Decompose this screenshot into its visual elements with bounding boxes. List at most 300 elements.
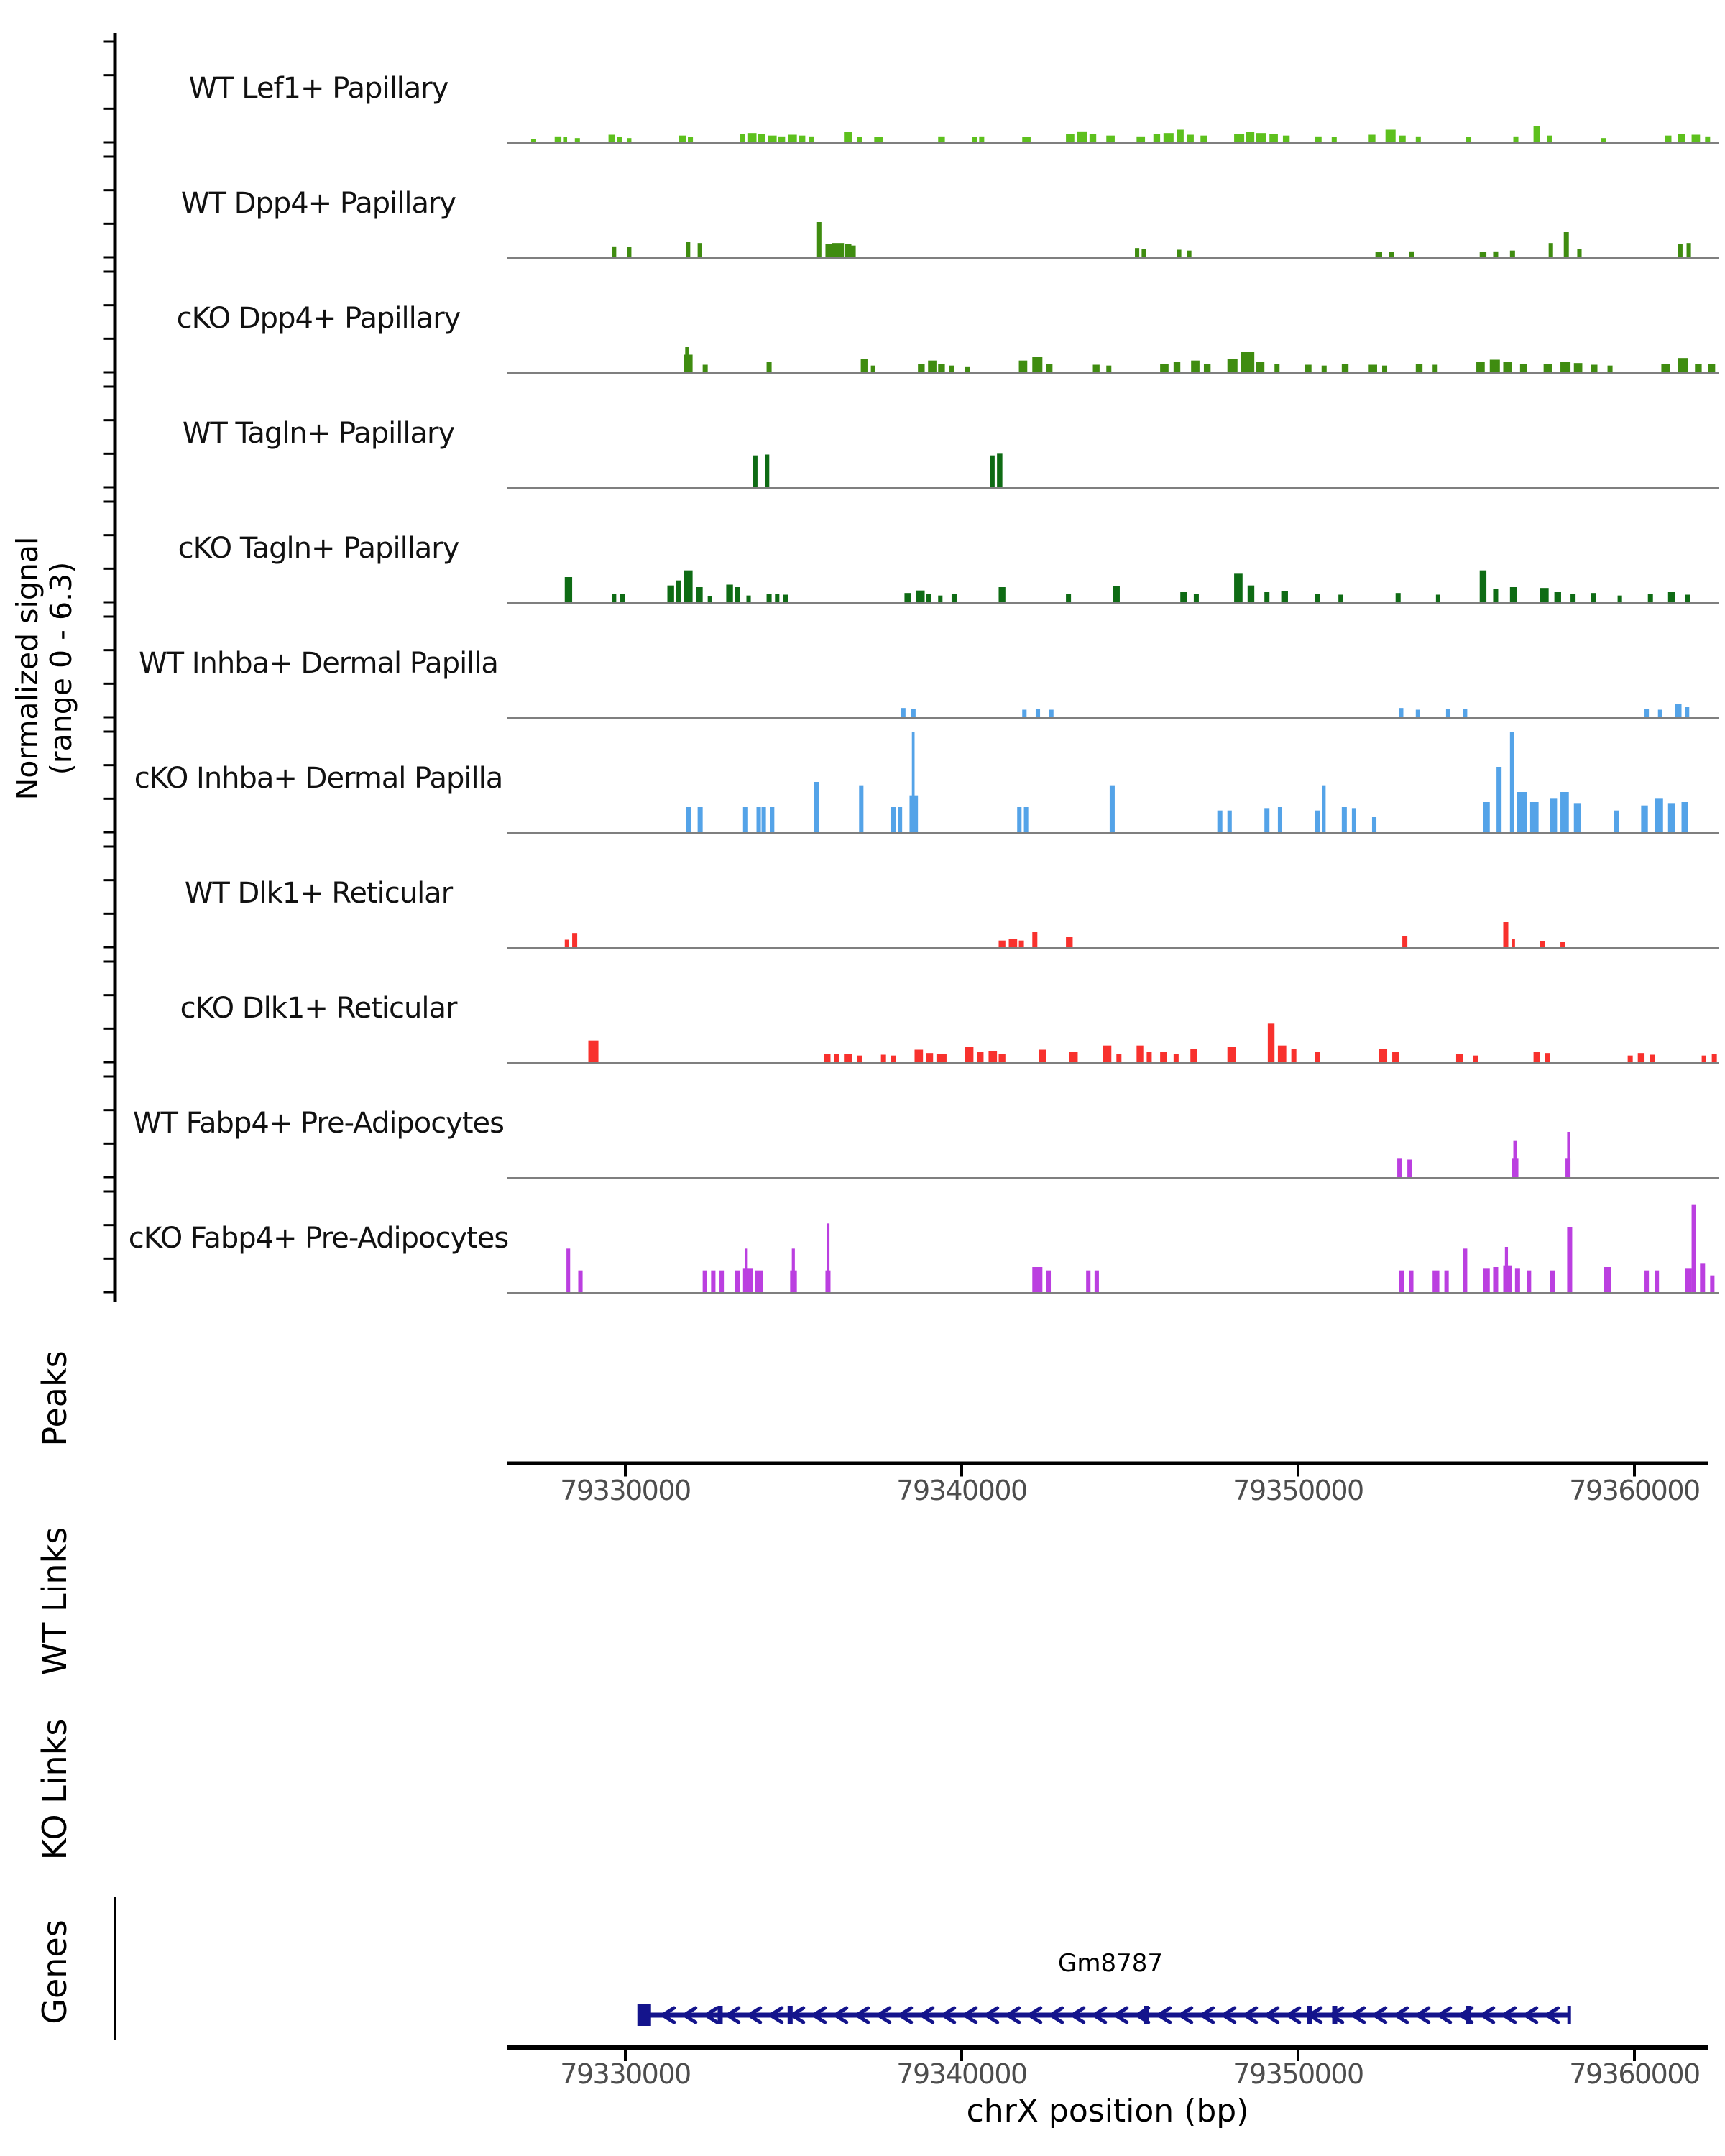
signal-bar bbox=[1695, 364, 1701, 372]
signal-bar bbox=[1322, 366, 1327, 372]
signal-bar bbox=[1483, 1268, 1489, 1292]
signal-bar bbox=[1049, 710, 1054, 718]
y-axis-tick bbox=[104, 1191, 114, 1193]
signal-bar bbox=[1256, 362, 1265, 372]
signal-bar bbox=[1070, 1052, 1078, 1062]
signal-bar bbox=[1517, 792, 1527, 832]
signal-bar bbox=[1019, 361, 1028, 372]
signal-bar bbox=[1710, 1276, 1714, 1292]
signal-bar bbox=[914, 1050, 923, 1063]
signal-bar bbox=[952, 594, 957, 602]
genes-y-axis-spine bbox=[114, 1897, 116, 2040]
signal-bar bbox=[1685, 707, 1689, 717]
signal-bar bbox=[1687, 243, 1691, 257]
signal-bar bbox=[1692, 135, 1701, 143]
signal-bar bbox=[1446, 709, 1450, 717]
gene-body-line bbox=[644, 2013, 1569, 2018]
signal-bar bbox=[1190, 1049, 1197, 1062]
signal-bar bbox=[1614, 811, 1619, 832]
y-axis-tick bbox=[104, 534, 114, 536]
signal-bar bbox=[1379, 1049, 1387, 1062]
signal-bar bbox=[834, 1054, 839, 1062]
signal-bar bbox=[1490, 360, 1500, 373]
signal-bar bbox=[627, 247, 631, 257]
signal-bar bbox=[1046, 364, 1052, 372]
signal-bar bbox=[1512, 939, 1515, 947]
signal-bar bbox=[809, 137, 814, 142]
signal-bar bbox=[1577, 249, 1581, 257]
signal-bar bbox=[1570, 594, 1576, 602]
signal-bar bbox=[1668, 592, 1675, 602]
signal-bar bbox=[1503, 362, 1512, 372]
signal-bar bbox=[1655, 1271, 1659, 1292]
gene-name-label: Gm8787 bbox=[1058, 1949, 1163, 1978]
signal-bar bbox=[898, 807, 902, 832]
signal-bar bbox=[1093, 365, 1100, 373]
signal-bar bbox=[977, 1052, 983, 1062]
y-axis-tick bbox=[104, 1143, 114, 1145]
signal-bar bbox=[1136, 1046, 1143, 1062]
signal-bar bbox=[563, 137, 567, 142]
signal-bar bbox=[1530, 802, 1539, 832]
y-axis-tick bbox=[104, 649, 114, 651]
signal-bar bbox=[1368, 365, 1377, 373]
signal-bar bbox=[758, 134, 765, 142]
signal-bar bbox=[1705, 137, 1710, 142]
y-axis-tick bbox=[104, 419, 114, 421]
signal-bar bbox=[1665, 136, 1671, 142]
signal-bar bbox=[1432, 1271, 1439, 1292]
y-axis-tick bbox=[104, 683, 114, 685]
track-baseline bbox=[507, 1062, 1719, 1064]
signal-bar bbox=[1564, 232, 1569, 257]
y-axis-tick bbox=[104, 1109, 114, 1111]
section-label-ko-links: KO Links bbox=[35, 1718, 74, 1861]
signal-bar bbox=[1601, 138, 1606, 142]
signal-bar bbox=[1567, 1227, 1572, 1292]
signal-bar bbox=[1234, 134, 1244, 142]
signal-bar bbox=[1382, 366, 1387, 372]
signal-bar bbox=[1386, 130, 1396, 143]
signal-bar bbox=[1106, 366, 1111, 372]
signal-bar bbox=[726, 585, 732, 603]
signal-bar bbox=[1591, 593, 1596, 602]
signal-bar bbox=[1628, 1056, 1633, 1062]
signal-bar bbox=[565, 940, 569, 948]
track-label: cKO Fabp4+ Pre-Adipocytes bbox=[128, 1222, 509, 1255]
y-axis-tick bbox=[104, 501, 114, 503]
signal-bar bbox=[1700, 1263, 1705, 1292]
x-axis-tick-label: 79340000 bbox=[896, 1475, 1027, 1506]
signal-bar bbox=[972, 137, 977, 142]
signal-bar bbox=[1191, 361, 1200, 372]
signal-bar bbox=[1332, 137, 1337, 142]
y-axis-tick bbox=[104, 1291, 114, 1294]
y-axis-tick bbox=[104, 1258, 114, 1260]
signal-bar bbox=[1493, 589, 1498, 602]
y-axis-tick bbox=[104, 879, 114, 881]
signal-bar bbox=[668, 586, 674, 602]
signal-bar bbox=[589, 1041, 599, 1062]
signal-bar bbox=[679, 136, 686, 142]
signal-bar bbox=[1544, 364, 1552, 372]
signal-bar bbox=[1618, 596, 1622, 602]
signal-bar bbox=[740, 134, 745, 142]
signal-bar bbox=[1200, 136, 1207, 142]
track-baseline bbox=[507, 1177, 1719, 1179]
signal-bar bbox=[1315, 811, 1320, 832]
signal-bar bbox=[1177, 130, 1184, 143]
signal-bar bbox=[871, 366, 875, 372]
track-baseline bbox=[507, 717, 1719, 719]
y-axis-label-line2: (range 0 - 6.3) bbox=[44, 561, 78, 775]
signal-bar bbox=[770, 807, 774, 832]
signal-bar bbox=[817, 222, 822, 257]
signal-bar bbox=[1641, 806, 1647, 832]
signal-bar bbox=[1549, 243, 1553, 257]
signal-bar bbox=[998, 1054, 1005, 1062]
signal-bar bbox=[1638, 1053, 1644, 1062]
signal-bar bbox=[1372, 817, 1376, 832]
signal-bar bbox=[881, 1055, 886, 1063]
signal-bar bbox=[688, 137, 693, 142]
signal-bar bbox=[685, 347, 689, 372]
x-axis-tick-label: 79360000 bbox=[1569, 1475, 1700, 1506]
signal-bar bbox=[1514, 137, 1519, 142]
y-axis-tick bbox=[104, 961, 114, 963]
signal-bar bbox=[1315, 137, 1321, 142]
signal-bar bbox=[1234, 573, 1243, 602]
signal-bar bbox=[1555, 592, 1561, 602]
track-baseline bbox=[507, 947, 1719, 949]
y-axis-tick bbox=[104, 946, 114, 949]
signal-bar bbox=[757, 807, 761, 832]
signal-bar bbox=[1567, 1132, 1570, 1177]
signal-bar bbox=[1560, 792, 1569, 832]
signal-bar bbox=[1066, 594, 1071, 602]
signal-bar bbox=[783, 595, 788, 603]
signal-bar bbox=[1702, 1056, 1706, 1062]
signal-bar bbox=[1269, 134, 1278, 142]
signal-bar bbox=[711, 1271, 715, 1292]
signal-bar bbox=[1510, 251, 1515, 257]
signal-bar bbox=[1135, 248, 1139, 257]
y-axis-tick bbox=[104, 846, 114, 848]
signal-bar bbox=[1560, 942, 1565, 947]
signal-bar bbox=[762, 807, 766, 832]
signal-bar bbox=[1228, 1047, 1236, 1062]
signal-bar bbox=[788, 135, 797, 143]
y-axis-tick bbox=[104, 1076, 114, 1078]
signal-bar bbox=[1409, 1271, 1413, 1292]
signal-bar bbox=[1077, 132, 1087, 142]
signal-bar bbox=[825, 244, 832, 257]
x-axis-line bbox=[507, 1462, 1708, 1465]
signal-bar bbox=[1402, 936, 1407, 947]
signal-bar bbox=[743, 1268, 753, 1292]
signal-bar bbox=[988, 1051, 997, 1062]
signal-bar bbox=[1264, 592, 1269, 602]
signal-bar bbox=[990, 456, 995, 487]
signal-bar bbox=[861, 359, 868, 372]
signal-bar bbox=[1503, 922, 1508, 947]
signal-bar bbox=[708, 596, 712, 602]
y-axis-tick bbox=[104, 74, 114, 76]
signal-bar bbox=[775, 594, 779, 602]
signal-bar bbox=[1342, 807, 1347, 832]
signal-bar bbox=[1046, 1271, 1051, 1292]
signal-bar bbox=[676, 581, 681, 602]
signal-bar bbox=[1019, 941, 1024, 947]
signal-bar bbox=[753, 456, 758, 487]
signal-bar bbox=[1066, 937, 1072, 947]
track-label: cKO Dlk1+ Reticular bbox=[180, 992, 457, 1025]
y-axis-tick bbox=[104, 453, 114, 455]
signal-bar bbox=[1407, 1160, 1412, 1178]
signal-bar bbox=[937, 1054, 947, 1062]
signal-bar bbox=[814, 782, 819, 832]
signal-bar bbox=[1376, 252, 1382, 257]
signal-bar bbox=[1204, 364, 1210, 372]
track-label: cKO Inhba+ Dermal Papilla bbox=[134, 762, 503, 795]
signal-bar bbox=[1483, 802, 1489, 832]
signal-bar bbox=[824, 1054, 830, 1062]
signal-bar bbox=[832, 243, 844, 257]
x-axis-tick-label: 79340000 bbox=[896, 2058, 1027, 2090]
signal-bar bbox=[1399, 708, 1403, 717]
signal-bar bbox=[1090, 134, 1096, 142]
signal-bar bbox=[1110, 786, 1115, 832]
signal-bar bbox=[1177, 250, 1182, 258]
signal-bar bbox=[719, 1271, 724, 1292]
signal-bar bbox=[1397, 1158, 1402, 1177]
signal-bar bbox=[1678, 358, 1688, 372]
signal-bar bbox=[1187, 251, 1192, 257]
track-baseline bbox=[507, 372, 1719, 374]
signal-bar bbox=[874, 137, 883, 142]
signal-bar bbox=[1218, 811, 1223, 832]
signal-bar bbox=[1493, 1267, 1498, 1292]
signal-bar bbox=[767, 362, 772, 372]
signal-bar bbox=[1678, 134, 1685, 142]
y-axis-tick bbox=[104, 1061, 114, 1064]
signal-bar bbox=[827, 1223, 829, 1292]
signal-bar bbox=[1160, 1052, 1167, 1062]
signal-bar bbox=[1113, 586, 1120, 602]
signal-bar bbox=[1675, 704, 1681, 717]
signal-bar bbox=[1574, 363, 1583, 372]
signal-bar bbox=[938, 137, 944, 142]
signal-bar bbox=[1136, 137, 1145, 142]
signal-bar bbox=[1399, 1271, 1404, 1292]
signal-bar bbox=[566, 1248, 570, 1292]
y-axis-label bbox=[11, 537, 78, 801]
signal-bar bbox=[1534, 1052, 1540, 1062]
x-axis-tick-label: 79330000 bbox=[560, 2058, 691, 2090]
signal-bar bbox=[1278, 807, 1282, 832]
signal-bar bbox=[1024, 807, 1029, 832]
track-baseline bbox=[507, 602, 1719, 604]
signal-bar bbox=[1241, 352, 1254, 372]
signal-bar bbox=[1022, 710, 1026, 718]
signal-bar bbox=[1095, 1271, 1099, 1292]
signal-bar bbox=[949, 366, 954, 372]
signal-bar bbox=[1685, 1268, 1691, 1292]
y-axis-tick bbox=[104, 257, 114, 259]
track-label: WT Inhba+ Dermal Papilla bbox=[139, 647, 498, 680]
signal-bar bbox=[1103, 1046, 1112, 1062]
signal-bar bbox=[765, 455, 769, 488]
signal-bar bbox=[1608, 366, 1613, 372]
signal-bar bbox=[703, 365, 708, 373]
signal-bar bbox=[1661, 364, 1670, 372]
signal-bar bbox=[1164, 133, 1174, 142]
signal-bar bbox=[735, 587, 740, 602]
y-axis-tick bbox=[104, 372, 114, 374]
signal-bar bbox=[1228, 359, 1238, 372]
signal-bar bbox=[1476, 362, 1485, 372]
signal-bar bbox=[1496, 767, 1501, 832]
signal-bar bbox=[1292, 1049, 1297, 1062]
signal-bar bbox=[1066, 134, 1075, 142]
signal-bar bbox=[1692, 1205, 1696, 1292]
signal-bar bbox=[928, 361, 937, 372]
signal-bar bbox=[891, 1056, 896, 1062]
signal-bar bbox=[609, 135, 615, 143]
signal-bar bbox=[1685, 595, 1690, 603]
signal-bar bbox=[938, 596, 942, 602]
signal-bar bbox=[845, 244, 851, 257]
signal-bar bbox=[748, 133, 757, 142]
signal-bar bbox=[1574, 803, 1581, 832]
signal-bar bbox=[1274, 364, 1279, 372]
y-axis-tick bbox=[104, 731, 114, 733]
signal-bar bbox=[1480, 571, 1486, 602]
signal-bar bbox=[1560, 362, 1570, 372]
signal-bar bbox=[746, 596, 750, 602]
y-axis-label-line1: Normalized signal bbox=[9, 536, 45, 801]
signal-bar bbox=[1017, 807, 1021, 832]
y-axis-tick bbox=[104, 386, 114, 388]
signal-bar bbox=[1305, 365, 1311, 373]
signal-bar bbox=[1160, 364, 1169, 372]
signal-bar bbox=[1246, 132, 1254, 142]
signal-bar bbox=[844, 1054, 852, 1062]
y-axis-tick bbox=[104, 142, 114, 144]
signal-bar bbox=[1352, 808, 1356, 832]
signal-bar bbox=[1550, 1271, 1555, 1292]
signal-bar bbox=[696, 587, 702, 602]
signal-bar bbox=[1036, 709, 1040, 717]
signal-bar bbox=[1009, 939, 1018, 947]
signal-bar bbox=[1668, 803, 1675, 832]
y-axis-tick bbox=[104, 41, 114, 43]
signal-bar bbox=[686, 807, 691, 832]
section-label-peaks: Peaks bbox=[35, 1350, 74, 1447]
signal-bar bbox=[703, 1271, 707, 1292]
signal-bar bbox=[627, 138, 631, 142]
signal-bar bbox=[531, 139, 536, 142]
signal-bar bbox=[926, 1053, 933, 1062]
signal-bar bbox=[965, 1047, 974, 1062]
track-label: WT Fabp4+ Pre-Adipocytes bbox=[133, 1107, 504, 1140]
signal-bar bbox=[1534, 126, 1540, 142]
signal-bar bbox=[1342, 364, 1348, 372]
signal-bar bbox=[998, 587, 1005, 602]
signal-bar bbox=[1432, 365, 1438, 373]
signal-bar bbox=[1604, 1267, 1611, 1292]
y-axis-tick bbox=[104, 338, 114, 340]
y-axis-tick bbox=[104, 487, 114, 489]
signal-bar bbox=[1315, 1052, 1320, 1062]
signal-bar bbox=[1493, 252, 1498, 257]
signal-bar bbox=[745, 1248, 748, 1292]
signal-bar bbox=[965, 367, 970, 372]
signal-bar bbox=[1146, 1052, 1151, 1062]
signal-bar bbox=[698, 243, 702, 257]
signal-bar bbox=[1116, 1054, 1121, 1062]
gene-start-exon-box bbox=[638, 2004, 651, 2026]
signal-bar bbox=[916, 591, 925, 602]
signal-bar bbox=[565, 577, 572, 602]
x-axis-tick-label: 79360000 bbox=[1569, 2058, 1700, 2090]
signal-bar bbox=[1338, 595, 1343, 603]
track-label: WT Dpp4+ Papillary bbox=[180, 187, 456, 220]
signal-bar bbox=[1039, 1050, 1046, 1063]
y-axis-tick bbox=[104, 602, 114, 604]
signal-bar bbox=[686, 242, 690, 257]
signal-bar bbox=[1322, 786, 1326, 832]
signal-bar bbox=[997, 453, 1002, 487]
signal-bar bbox=[1520, 364, 1527, 372]
gene-end-mark bbox=[1568, 2006, 1571, 2024]
y-axis-tick bbox=[104, 831, 114, 834]
signal-bar bbox=[859, 786, 863, 832]
signal-bar bbox=[1106, 136, 1115, 142]
x-axis-title: chrX position (bp) bbox=[966, 2093, 1249, 2129]
signal-bar bbox=[998, 941, 1005, 947]
y-axis-tick bbox=[104, 189, 114, 191]
y-axis-tick bbox=[104, 1028, 114, 1030]
x-axis-tick-label: 79330000 bbox=[560, 1475, 691, 1506]
y-axis-tick bbox=[104, 717, 114, 719]
signal-bar bbox=[918, 364, 924, 372]
signal-bar bbox=[1436, 595, 1440, 603]
signal-bar bbox=[575, 138, 580, 142]
signal-bar bbox=[1282, 591, 1288, 602]
signal-bar bbox=[1154, 134, 1160, 142]
signal-bar bbox=[911, 709, 916, 717]
signal-bar bbox=[1505, 1247, 1508, 1292]
track-label: WT Dlk1+ Reticular bbox=[184, 877, 453, 910]
signal-bar bbox=[1712, 1054, 1717, 1062]
signal-bar bbox=[1268, 1023, 1274, 1062]
x-axis-tick-label: 79350000 bbox=[1233, 1475, 1363, 1506]
signal-bar bbox=[698, 807, 703, 832]
signal-bar bbox=[1708, 364, 1715, 372]
signal-bar bbox=[1527, 1271, 1531, 1292]
y-axis-tick bbox=[104, 798, 114, 800]
signal-bar bbox=[1256, 133, 1266, 142]
signal-bar bbox=[768, 136, 777, 142]
signal-bar bbox=[1032, 357, 1042, 372]
y-axis-tick bbox=[104, 764, 114, 766]
signal-bar bbox=[684, 571, 693, 602]
y-axis-tick bbox=[104, 1176, 114, 1179]
track-label: cKO Tagln+ Papillary bbox=[178, 532, 459, 565]
y-axis-tick bbox=[104, 913, 114, 915]
y-axis-tick bbox=[104, 156, 114, 158]
